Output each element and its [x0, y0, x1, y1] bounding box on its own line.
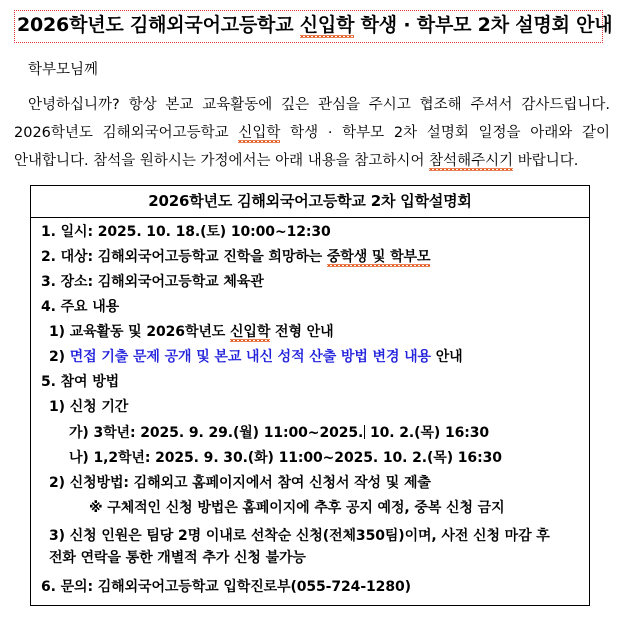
intro-paragraph [14, 91, 610, 176]
notice-period-grade3-a: 가) 3학년: 2025. 9. 29.(월) 11:00~2025. [69, 425, 364, 441]
notice-table-body [31, 218, 589, 605]
notice-period-grade3 [69, 425, 579, 440]
notice-item-date: 1. 일시: 2025. 10. 18.(토) 10:00~12:30 [41, 224, 331, 240]
notice-subitem-how-to-apply: 2) 신청방법: 김해외고 홈페이지에서 참여 신청서 작성 및 제출 [49, 475, 431, 491]
notice-item-venue: 3. 장소: 김해외국어고등학교 체육관 [41, 274, 264, 290]
notice-table-header: 2026학년도 김해외국어고등학교 2차 입학설명회 [31, 186, 589, 218]
paragraph-misspelled-word-2: 참석해주시기 [429, 153, 514, 170]
notice-subitem-interview-marker: 2) [49, 349, 70, 365]
title-text-before: 2026학년도 김해외국어고등학교 [17, 14, 300, 36]
notice-item-main-contents: 4. 주요 내용 [41, 299, 120, 315]
notice-subitem-interview-tail: 안내 [430, 349, 463, 365]
notice-table [30, 185, 590, 606]
notice-note-duplicate-ban: ※ 구체적인 신청 방법은 홈페이지에 추후 공지 예정, 중복 신청 금지 [89, 500, 505, 516]
page-title [17, 14, 613, 37]
notice-period-grade12: 나) 1,2학년: 2025. 9. 30.(화) 11:00~2025. 10. 2.(목) 16:30 [69, 450, 502, 466]
title-misspelled-word: 신입학 [299, 14, 355, 36]
paragraph-segment-3: 바랍니다. [513, 153, 579, 170]
notice-subitem-team-limit: 3) 신청 인원은 팀당 2명 이내로 선착순 신청(전체350팀)이며, 사전 신청 마감 후 전화 연락을 통한 개별적 추가 신청 불가능 [49, 528, 550, 566]
title-text-after: 학생 · 학부모 2차 설명회 안내 [354, 14, 613, 36]
notice-item-target [41, 250, 579, 264]
notice-item-target-misspelled: 중학생 및 학부모 [326, 249, 431, 265]
paragraph-segment-2: 학생 · 학부모 2차 설명회 일정을 아래와 같이 안내합니다. 참석을 원하시는 가정에서는 아래 내용을 참고하시어 [14, 125, 610, 170]
notice-subitem-program-guide-pre: 1) 교육활동 및 2026학년도 [49, 324, 230, 340]
notice-subitem-program-guide-misspelled: 신입학 [230, 324, 271, 340]
notice-subitem-interview-info [49, 350, 579, 364]
notice-period-grade3-b: 10. 2.(목) 16:30 [365, 425, 490, 441]
paragraph-misspelled-word-1: 신입학 [238, 125, 281, 142]
notice-item-contact: 6. 문의: 김해외국어고등학교 입학진로부(055-724-1280) [41, 579, 411, 596]
notice-subitem-program-guide [49, 325, 579, 339]
notice-subitem-program-guide-post: 전형 안내 [270, 324, 334, 340]
notice-subitem-application-period: 1) 신청 기간 [49, 399, 129, 415]
document-title-box [14, 10, 613, 43]
intro-block [14, 60, 610, 176]
greeting-line: 학부모님께 [28, 62, 99, 78]
notice-item-target-text: 2. 대상: 김해외국어고등학교 진학을 희망하는 [41, 249, 327, 265]
notice-subitem-interview-highlight: 면접 기출 문제 공개 및 본교 내신 성적 산출 방법 변경 내용 [69, 349, 431, 365]
notice-item-participation: 5. 참여 방법 [41, 374, 120, 390]
paragraph-segment-1: 안녕하십니까? 항상 본교 교육활동에 깊은 관심을 주시고 협조해 주셔서 감사드립니다. 2026학년도 김해외국어고등학교 [14, 96, 610, 142]
